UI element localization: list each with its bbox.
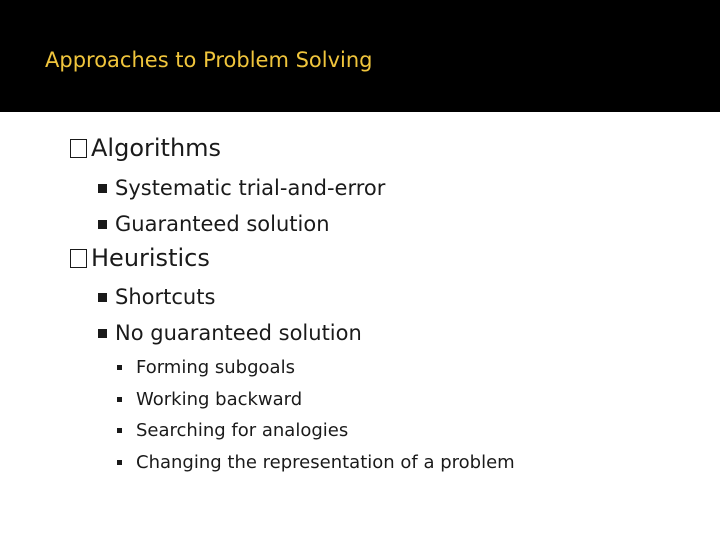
title-bar [0, 0, 720, 112]
square-bullet-icon [98, 220, 107, 229]
sub-bullet-guaranteed [98, 212, 330, 236]
bullet-text: Searching for analogies [136, 420, 349, 441]
square-bullet-icon [98, 329, 107, 338]
small-square-bullet-icon [117, 460, 122, 465]
square-bullet-icon [98, 184, 107, 193]
slide-title: Approaches to Problem Solving [45, 48, 373, 72]
sub-bullet-shortcuts [98, 285, 215, 309]
bullet-box-icon [70, 249, 87, 268]
small-square-bullet-icon [117, 428, 122, 433]
bullet-text: Algorithms [91, 134, 222, 162]
sub-bullet-no-guaranteed [98, 321, 362, 345]
bullet-text: Working backward [136, 389, 303, 410]
bullet-text: Guaranteed solution [115, 212, 330, 236]
bullet-text: No guaranteed solution [115, 321, 362, 345]
bullet-text: Forming subgoals [136, 357, 295, 378]
bullet-text: Changing the representation of a problem [136, 452, 515, 473]
sub-sub-bullet-backward [117, 389, 302, 410]
sub-sub-bullet-subgoals [117, 357, 295, 378]
sub-sub-bullet-representation [117, 452, 515, 473]
small-square-bullet-icon [117, 365, 122, 370]
bullet-text: Shortcuts [115, 285, 216, 309]
sub-bullet-systematic [98, 176, 385, 200]
small-square-bullet-icon [117, 397, 122, 402]
bullet-text: Systematic trial-and-error [115, 176, 386, 200]
bullet-algorithms [70, 134, 221, 162]
bullet-text: Heuristics [91, 244, 210, 272]
bullet-box-icon [70, 139, 87, 158]
sub-sub-bullet-analogies [117, 420, 348, 441]
bullet-heuristics [70, 244, 210, 272]
square-bullet-icon [98, 293, 107, 302]
